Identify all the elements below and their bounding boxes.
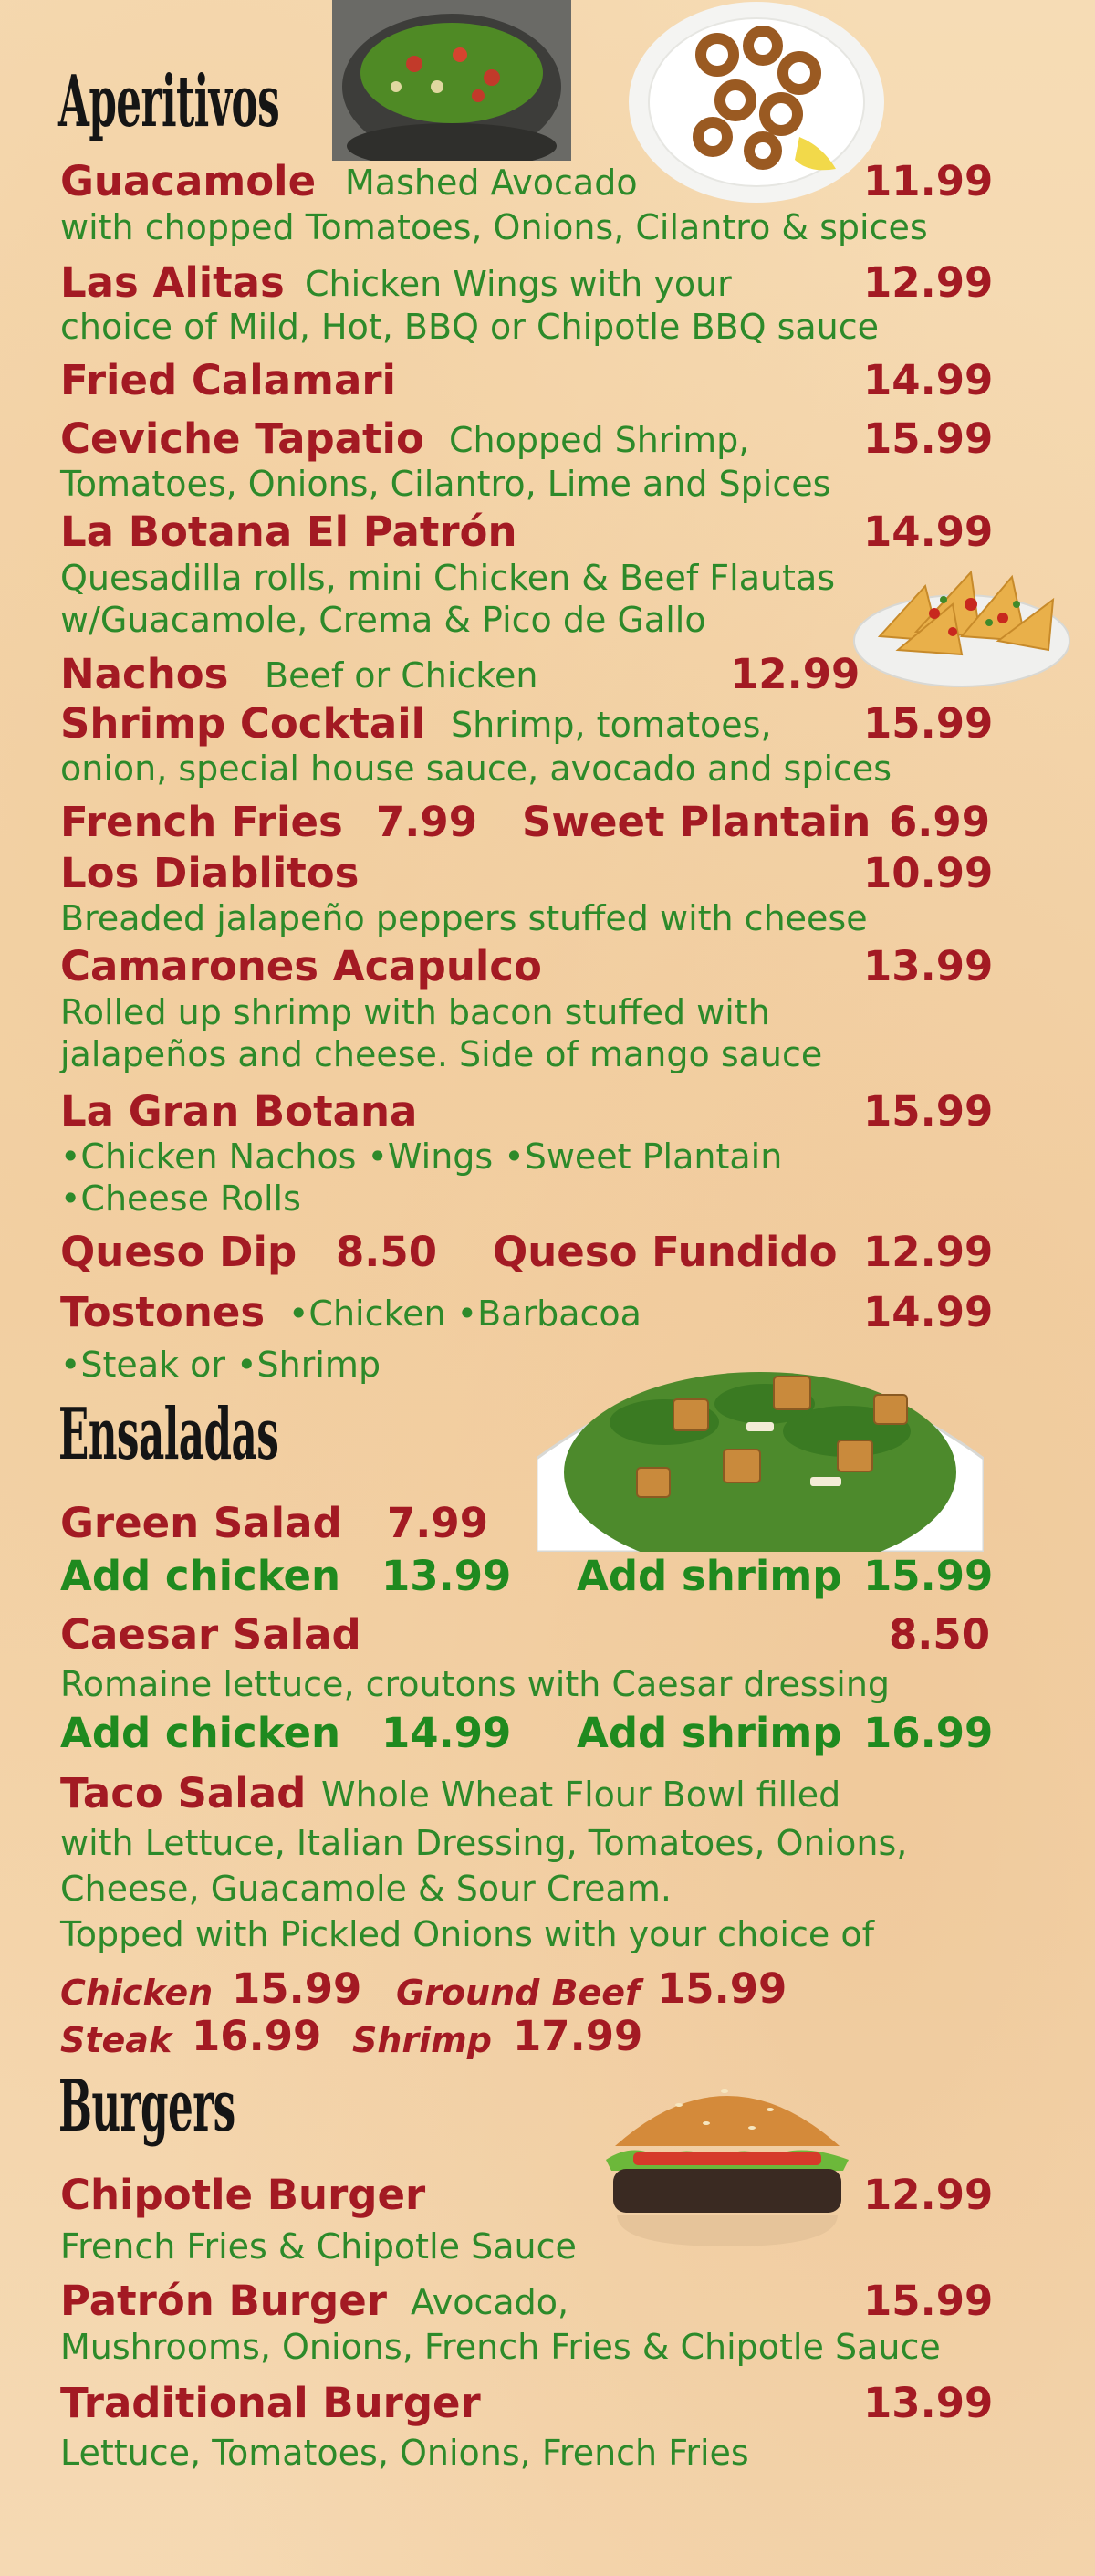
- item-price-botana-patron: 14.99: [863, 508, 994, 556]
- item-desc-tostones: •Steak or •Shrimp: [60, 1345, 381, 1385]
- caesar-add-shrimp-label: Add shrimp: [577, 1709, 842, 1757]
- item-desc-shrimp-cocktail: onion, special house sauce, avocado and spices: [60, 749, 892, 789]
- calamari-photo: [626, 0, 887, 204]
- item-name-ceviche: Ceviche Tapatio: [60, 414, 424, 463]
- item-desc-botana-patron-2: w/Guacamole, Crema & Pico de Gallo: [60, 600, 706, 640]
- item-name-queso-fundido: Queso Fundido: [493, 1228, 838, 1276]
- section-header-burgers: Burgers: [58, 2065, 235, 2148]
- item-name-patron-burger: Patrón Burger: [60, 2277, 387, 2325]
- salad-photo: [537, 1313, 984, 1552]
- item-name-chipotle-burger: Chipotle Burger: [60, 2171, 426, 2219]
- item-name-camarones: Camarones Acapulco: [60, 942, 542, 990]
- item-name-guacamole: Guacamole: [60, 157, 317, 205]
- item-price-shrimp-cocktail: 15.99: [863, 699, 994, 748]
- green-add-chicken-label: Add chicken: [60, 1552, 341, 1600]
- item-desc-taco-salad-1: with Lettuce, Italian Dressing, Tomatoes, Onions,: [60, 1823, 908, 1863]
- section-header-ensaladas: Ensaladas: [58, 1393, 279, 1476]
- item-name-nachos: Nachos: [60, 650, 229, 698]
- item-desc-diablitos: Breaded jalapeño peppers stuffed with cheese: [60, 898, 868, 938]
- caesar-add-shrimp-price: 16.99: [863, 1709, 994, 1757]
- item-price-french-fries: 7.99: [376, 798, 478, 846]
- nachos-photo: [852, 550, 1071, 692]
- item-desc-guacamole: with chopped Tomatoes, Onions, Cilantro & spices: [60, 207, 928, 247]
- burger-photo: [597, 2059, 858, 2251]
- item-inline-desc-nachos: Beef or Chicken: [265, 655, 538, 696]
- taco-option-chicken-price: 15.99: [232, 1964, 362, 2013]
- item-price-chipotle-burger: 12.99: [863, 2171, 994, 2219]
- item-desc-alitas: choice of Mild, Hot, BBQ or Chipotle BBQ sauce: [60, 307, 880, 347]
- item-desc-gran-botana-1: •Chicken Nachos •Wings •Sweet Plantain: [60, 1136, 783, 1177]
- item-price-queso-fundido: 12.99: [863, 1228, 994, 1276]
- guacamole-photo: [332, 0, 571, 161]
- item-desc-camarones-1: Rolled up shrimp with bacon stuffed with: [60, 992, 770, 1032]
- item-desc-chipotle-burger: French Fries & Chipotle Sauce: [60, 2226, 577, 2267]
- item-price-queso-dip: 8.50: [336, 1228, 438, 1276]
- green-add-shrimp-price: 15.99: [863, 1552, 994, 1600]
- item-price-ceviche: 15.99: [863, 414, 994, 463]
- taco-option-shrimp-price: 17.99: [513, 2012, 643, 2060]
- taco-option-shrimp: Shrimp: [352, 2020, 492, 2060]
- item-price-diablitos: 10.99: [863, 849, 994, 897]
- item-price-sweet-plantain: 6.99: [889, 798, 991, 846]
- item-inline-desc-tostones: •Chicken •Barbacoa: [288, 1293, 641, 1334]
- item-name-green-salad: Green Salad: [60, 1499, 342, 1547]
- item-name-queso-dip: Queso Dip: [60, 1228, 297, 1276]
- section-header-aperitivos: Aperitivos: [58, 60, 280, 143]
- item-name-shrimp-cocktail: Shrimp Cocktail: [60, 699, 426, 748]
- item-name-caesar-salad: Caesar Salad: [60, 1610, 361, 1659]
- item-price-tostones: 14.99: [863, 1288, 994, 1336]
- item-inline-desc-guacamole: Mashed Avocado: [345, 162, 638, 203]
- taco-option-chicken: Chicken: [60, 1973, 214, 2013]
- item-name-diablitos: Los Diablitos: [60, 849, 360, 897]
- item-price-alitas: 12.99: [863, 258, 994, 307]
- item-desc-caesar-salad: Romaine lettuce, croutons with Caesar dressing: [60, 1664, 891, 1704]
- item-name-traditional-burger: Traditional Burger: [60, 2379, 481, 2427]
- item-price-caesar-salad: 8.50: [889, 1610, 991, 1659]
- item-name-calamari: Fried Calamari: [60, 356, 396, 404]
- item-inline-desc-taco-salad: Whole Wheat Flour Bowl filled: [321, 1775, 841, 1815]
- item-inline-desc-alitas: Chicken Wings with your: [305, 264, 732, 304]
- item-price-green-salad: 7.99: [387, 1499, 489, 1547]
- taco-option-ground-beef-price: 15.99: [657, 1964, 787, 2013]
- item-name-french-fries: French Fries: [60, 798, 343, 846]
- item-inline-desc-patron-burger: Avocado,: [411, 2282, 569, 2322]
- item-price-gran-botana: 15.99: [863, 1087, 994, 1136]
- item-price-traditional-burger: 13.99: [863, 2379, 994, 2427]
- item-name-sweet-plantain: Sweet Plantain: [522, 798, 871, 846]
- item-name-tostones: Tostones: [60, 1288, 266, 1336]
- item-name-botana-patron: La Botana El Patrón: [60, 508, 517, 556]
- item-desc-botana-patron-1: Quesadilla rolls, mini Chicken & Beef Flautas: [60, 558, 836, 598]
- item-desc-traditional-burger: Lettuce, Tomatoes, Onions, French Fries: [60, 2433, 749, 2473]
- green-add-shrimp-label: Add shrimp: [577, 1552, 842, 1600]
- item-inline-desc-ceviche: Chopped Shrimp,: [449, 420, 750, 460]
- taco-option-ground-beef: Ground Beef: [396, 1973, 641, 2013]
- item-price-patron-burger: 15.99: [863, 2277, 994, 2325]
- item-name-taco-salad: Taco Salad: [60, 1769, 307, 1817]
- item-desc-taco-salad-2: Cheese, Guacamole & Sour Cream.: [60, 1869, 672, 1909]
- taco-option-steak: Steak: [60, 2020, 172, 2060]
- item-name-alitas: Las Alitas: [60, 258, 285, 307]
- item-desc-camarones-2: jalapeños and cheese. Side of mango sauce: [60, 1034, 823, 1074]
- item-desc-patron-burger: Mushrooms, Onions, French Fries & Chipotle Sauce: [60, 2327, 941, 2367]
- item-price-camarones: 13.99: [863, 942, 994, 990]
- green-add-chicken-price: 13.99: [381, 1552, 512, 1600]
- taco-option-steak-price: 16.99: [192, 2012, 322, 2060]
- item-desc-ceviche: Tomatoes, Onions, Cilantro, Lime and Spices: [60, 464, 831, 504]
- item-price-calamari: 14.99: [863, 356, 994, 404]
- caesar-add-chicken-label: Add chicken: [60, 1709, 341, 1757]
- caesar-add-chicken-price: 14.99: [381, 1709, 512, 1757]
- item-desc-gran-botana-2: •Cheese Rolls: [60, 1178, 301, 1219]
- item-name-gran-botana: La Gran Botana: [60, 1087, 418, 1136]
- item-price-guacamole: 11.99: [863, 157, 994, 205]
- item-desc-taco-salad-3: Topped with Pickled Onions with your choice of: [60, 1914, 874, 1954]
- item-inline-desc-shrimp-cocktail: Shrimp, tomatoes,: [451, 705, 772, 745]
- item-price-nachos: 12.99: [730, 650, 860, 698]
